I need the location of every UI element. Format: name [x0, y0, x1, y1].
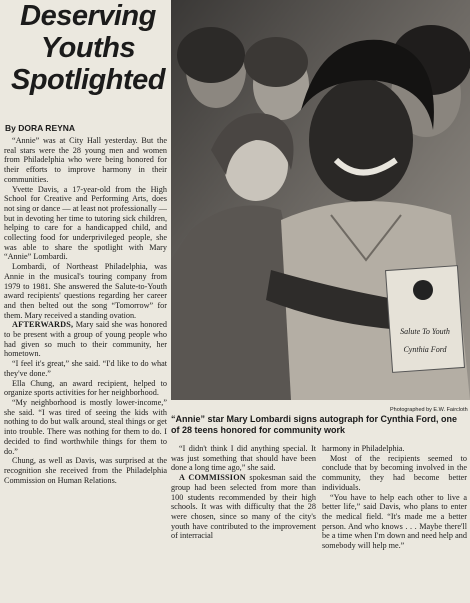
article-column-left	[4, 136, 167, 485]
card-name: Cynthia Ford	[403, 345, 447, 354]
paragraph: Yvette Davis, a 17-year-old from the High School for Creative and Performing Arts, does not sing or dance — at least not professionally — but in devoting her time to tutoring sick children, helping to care for a handicapped child, and collecting food for underprivileged people, she was able to share the spotlight with Mary “Annie” Lombardi.	[4, 184, 167, 262]
paragraph: “Annie” was at City Hall yesterday. But the real stars were the 28 young men and women from Philadelphia who were being honored for their efforts to improve harmony in their communities.	[4, 136, 167, 184]
photo-caption: “Annie” star Mary Lombardi signs autograph for Cynthia Ford, one of 28 teens honored for community work	[171, 414, 458, 435]
paragraph: harmony in Philadelphia.	[322, 444, 405, 453]
paragraph: “You have to help each other to live a better life,” said Davis, who plans to enter the medical field. “It's made me a better person. And who knows . . . Maybe there'll be a time when I'm down and need help and somebody will help me.”	[322, 492, 467, 551]
paragraph: “I didn't think I did anything special. It was just something that should have been done a long time ago,” she said.	[171, 444, 316, 473]
paragraph: Ella Chung, an award recipient, helped to organize sports activities for her neighborhood.	[4, 378, 167, 398]
paragraph: “My neighborhood is mostly lower-income,” she said. “I was tired of seeing the kids with nothing to do but walk around, steal things or get into trouble. There was nothing for them to do. I decided to find worthwhile things for them to do.”	[4, 397, 167, 456]
paragraph: Lombardi, of Northeast Philadelphia, was Annie in the musical's touring company from 1979 to 1981. She answered the Salute-to-Youth award recipients' questions regarding her career and then belted out the song “Tomorrow” for them. Mary received a standing ovation.	[4, 262, 167, 320]
paragraph: Chung, as well as Davis, was surprised at the recognition she received from the Philadelphia Commission on Human Relations.	[4, 456, 167, 485]
headline-line: Youths	[40, 32, 136, 64]
paragraph-text: spokesman said the group had been selected from more than 100 students recommended by their high schools. It was with difficulty that the 28 were chosen, since so many of the city's youth have contributed to the improvement of interracial	[171, 473, 316, 541]
paragraph	[171, 473, 316, 541]
news-photo	[171, 0, 470, 400]
article-column-right	[322, 444, 467, 551]
byline: By DORA REYNA	[5, 123, 76, 133]
section-lead: A COMMISSION	[179, 473, 246, 483]
headline	[4, 0, 172, 96]
section-lead: AFTERWARDS,	[12, 320, 74, 330]
article-column-middle	[171, 444, 316, 541]
paragraph: “I feel it's great,” she said. “I'd like to do what they've done.”	[4, 359, 167, 378]
photo-illustration	[171, 0, 470, 400]
paragraph: Most of the recipients seemed to conclude that by becoming involved in the community, they had become better individuals.	[322, 453, 467, 492]
card-title: Salute To Youth	[400, 327, 450, 336]
photo-credit: Photographed by E.W. Faircloth	[390, 407, 468, 413]
headline-line: Spotlighted	[11, 64, 165, 96]
paragraph	[4, 320, 167, 359]
paragraph-text: Mary said she was honored to be present with a group of young people who had given so much to their community, her hometown.	[4, 320, 167, 359]
headline-line: Deserving	[20, 0, 156, 32]
